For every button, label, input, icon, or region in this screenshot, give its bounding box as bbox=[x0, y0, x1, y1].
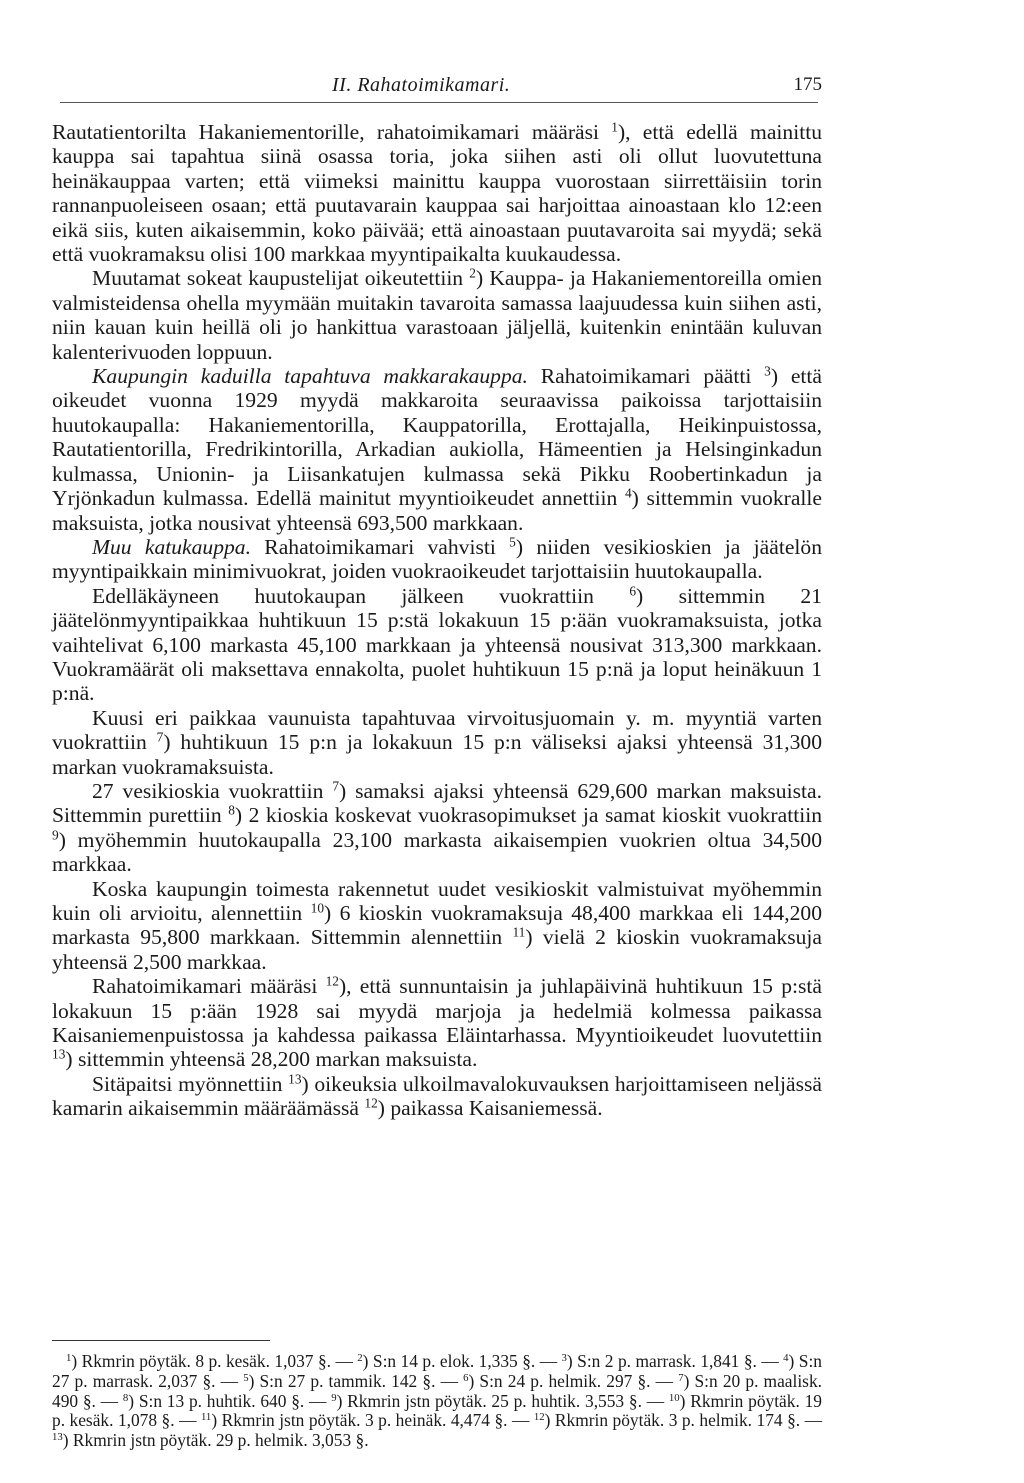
running-head bbox=[52, 74, 822, 104]
text-run: ) paikassa Kaisaniemessä. bbox=[377, 1096, 603, 1121]
text-run: ) S:n 2 p. marrask. 1,841 §. — bbox=[566, 1351, 784, 1371]
footnote-ref: 1 bbox=[66, 1352, 72, 1365]
paragraph bbox=[52, 1072, 822, 1121]
text-run: ) Rkmrin jstn pöytäk. 3 p. heinäk. 4,474 §. — bbox=[211, 1410, 534, 1431]
footnote-ref: 13 bbox=[52, 1431, 63, 1444]
footnote-ref: 8 bbox=[122, 1391, 129, 1404]
footnote-ref: 10 bbox=[310, 900, 324, 916]
footnote-ref: 11 bbox=[512, 925, 526, 941]
text-run: ) S:n 20 p. maalisk. 490 §. — bbox=[52, 1370, 822, 1411]
text-run: ) S:n 27 p. tammik. 142 §. — bbox=[248, 1370, 464, 1391]
footnote-ref: 12 bbox=[533, 1411, 545, 1424]
text-run: 27 vesikioskia vuokrattiin bbox=[92, 778, 333, 803]
text-run: ), että sunnuntaisin ja juhlapäivinä huhtikuun 15 p:stä lokakuun 15 p:ään 1928 sai myydä marjoja ja hedelmiä kolmessa paikassa Kaisaniemenpuistossa ja kahdessa paikassa Eläintarhassa. Myyntioikeudet luovutettiin bbox=[52, 974, 822, 1048]
footnote-ref: 12 bbox=[325, 973, 339, 989]
footnote-ref: 7 bbox=[332, 778, 340, 794]
text-run: ) 6 kioskin vuokramaksuja 48,400 markkaa eli 144,200 markasta 95,800 markkaan. Sittemmin alennettiin bbox=[52, 901, 822, 950]
footnote-ref: 9 bbox=[52, 827, 59, 843]
paragraph bbox=[52, 877, 822, 975]
running-title: II. Rahatoimikamari. bbox=[332, 74, 511, 96]
footnote-ref: 3 bbox=[561, 1352, 567, 1365]
footnote-ref: 10 bbox=[668, 1391, 680, 1404]
text-run: ) S:n 27 p. marrask. 2,037 §. — bbox=[52, 1351, 822, 1391]
text-run: ) S:n 14 p. elok. 1,335 §. — bbox=[362, 1351, 562, 1371]
text-run: ) S:n 13 p. huhtik. 640 §. — bbox=[128, 1390, 332, 1411]
text-run: ) Rkmrin pöytäk. 8 p. kesäk. 1,037 §. — bbox=[71, 1351, 358, 1371]
text-run: ) Rkmrin pöytäk. 3 p. helmik. 174 §. — bbox=[544, 1410, 822, 1431]
footnote-ref: 6 bbox=[463, 1371, 469, 1384]
footnote-ref: 13 bbox=[52, 1047, 66, 1063]
paragraph bbox=[52, 120, 822, 266]
text-run: ) että oikeudet vuonna 1929 myydä makkaroita seuraavissa paikoissa tarjottaisiin huutokaupalla: Hakaniementorilla, Kauppatorilla, Erottajalla, Heikinpuistossa, Rautatientorilla, Fredrikintorilla, Arkadian aukiolla, Hämeentien ja Helsinginkadun kulmassa, Unionin- ja Liisankatujen kulmassa sekä Pikku Roobertinkadun ja Yrjönkadun kulmassa. Edellä mainitut myyntioikeudet annettiin bbox=[52, 364, 822, 511]
paragraph bbox=[52, 364, 822, 535]
text-run: Rahatoimikamari määräsi bbox=[92, 974, 326, 999]
text-run: ) huhtikuun 15 p:n ja lokakuun 15 p:n väliseksi ajaksi yhteensä 31,300 markan vuokramaksuista. bbox=[52, 730, 822, 779]
footnote-ref: 7 bbox=[678, 1371, 684, 1384]
footnotes bbox=[52, 1352, 822, 1451]
text-run: Muutamat sokeat kaupustelijat oikeutettiin bbox=[92, 266, 470, 291]
paragraph bbox=[52, 974, 822, 1072]
paragraph bbox=[52, 584, 822, 706]
text-run: ) Rkmrin jstn pöytäk. 29 p. helmik. 3,053 §. bbox=[62, 1430, 369, 1451]
text-run: ) Rkmrin jstn pöytäk. 25 p. huhtik. 3,553 §. — bbox=[336, 1390, 669, 1411]
footnote-ref: 11 bbox=[200, 1411, 212, 1424]
text-run: Sitäpaitsi myönnettiin bbox=[92, 1071, 289, 1096]
text-run: ) oikeuksia ulkoilmavalokuvauksen harjoittamiseen neljässä kamarin aikaisemmin määräämässä bbox=[52, 1071, 822, 1121]
footnote-ref: 2 bbox=[469, 266, 476, 282]
paragraph bbox=[52, 266, 822, 364]
text-run: ) sittemmin vuokralle maksuista, jotka nousivat yhteensä 693,500 markkaan. bbox=[52, 486, 822, 535]
section-heading: Kaupungin kaduilla tapahtuva makkarakauppa. bbox=[92, 364, 528, 389]
text-run: ) vielä 2 kioskin vuokramaksuja yhteensä 2,500 markkaa. bbox=[52, 925, 823, 974]
text-run: ) Kauppa- ja Hakaniementoreilla omien valmisteidensa ohella myymään muitakin tavaroita samassa laajuudessa kuin siihen asti, niin kauan kuin heillä oli jo hankittua varastoaan jäljellä, kuitenkin enintään kuluvan kalenterivuoden loppuun. bbox=[52, 266, 822, 364]
text-run: ) myöhemmin huutokaupalla 23,100 markasta aikaisempien vuokrien oltua 34,500 markkaa. bbox=[52, 827, 822, 877]
page-number: 175 bbox=[793, 74, 822, 95]
text-run: Koska kaupungin toimesta rakennetut uudet vesikioskit valmistuivat myöhemmin kuin oli arvioitu, alennettiin bbox=[52, 876, 822, 925]
text-run: Kuusi eri paikkaa vaunuista tapahtuvaa virvoitusjuomain y. m. myyntiä varten vuokrattiin bbox=[52, 705, 822, 755]
footnote-ref: 4 bbox=[783, 1352, 789, 1365]
text-run: ) sittemmin yhteensä 28,200 markan maksuista. bbox=[65, 1047, 478, 1072]
footnote-rule bbox=[52, 1340, 270, 1341]
paragraph bbox=[52, 779, 822, 877]
footnote-ref: 13 bbox=[288, 1071, 302, 1087]
text-run: ) sittemmin 21 jäätelönmyyntipaikkaa huhtikuun 15 p:stä lokakuun 15 p:ään vuokramaksuista, jotka vaihtelivat 6,100 markasta 45,100 markkaan ja yhteensä nousivat 313,300 markkaan. Vuokramäärät oli maksettava ennakolta, puolet huhtikuun 15 p:nä ja loput heinäkuun 1 p:nä. bbox=[52, 583, 822, 706]
text-run: ) samaksi ajaksi yhteensä 629,600 markan maksuista. Sittemmin purettiin bbox=[52, 778, 822, 828]
text-run: ) Rkmrin pöytäk. 19 p. kesäk. 1,078 §. — bbox=[52, 1390, 822, 1431]
text-run: ) S:n 24 p. helmik. 297 §. — bbox=[468, 1370, 679, 1391]
footnote-ref: 3 bbox=[764, 363, 771, 379]
text-run: Rahatoimikamari päätti bbox=[527, 364, 765, 389]
footnote-paragraph bbox=[52, 1352, 822, 1451]
footnote-ref: 9 bbox=[331, 1391, 337, 1404]
header-rule bbox=[60, 102, 818, 103]
footnote-ref: 1 bbox=[611, 119, 618, 135]
text-run: Edelläkäyneen huutokaupan jälkeen vuokrattiin bbox=[92, 583, 630, 608]
body-text bbox=[52, 120, 822, 1121]
text-run: ) niiden vesikioskien ja jäätelön myyntipaikkain minimivuokrat, joiden vuokraoikeudet tarjottaisiin huutokaupalla. bbox=[52, 534, 823, 584]
text-run: ) 2 kioskia koskevat vuokrasopimukset ja samat kioskit vuokrattiin bbox=[234, 803, 822, 828]
footnote-ref: 2 bbox=[357, 1352, 363, 1365]
footnote-ref: 12 bbox=[364, 1095, 378, 1111]
section-heading: Muu katukauppa. bbox=[92, 534, 252, 559]
paragraph bbox=[52, 535, 822, 584]
footnote-ref: 7 bbox=[156, 729, 164, 745]
text-run: Rautatientorilta Hakaniementorille, rahatoimikamari määräsi bbox=[52, 120, 612, 144]
paragraph bbox=[52, 706, 822, 779]
footnote-ref: 6 bbox=[629, 583, 637, 599]
footnote-ref: 5 bbox=[243, 1371, 249, 1384]
footnote-ref: 5 bbox=[509, 534, 516, 550]
footnote-ref: 4 bbox=[624, 485, 632, 501]
footnote-ref: 8 bbox=[228, 803, 235, 819]
text-run: Rahatoimikamari vahvisti bbox=[251, 534, 510, 559]
text-run: ), että edellä mainittu kauppa sai tapahtua siinä osassa toria, joka siihen asti oli ollut luovutettuna heinäkauppaa varten; että viimeksi mainittu kauppa vuorostaan siirrettäisiin torin rannanpuoleiseen osaan; että puutavarain kauppaa sai harjoittaa ainoastaan klo 12:een eikä siis, kuten aikaisemmin, koko päivää; että ainoastaan puutavaroita sai myydä; sekä että vuokramaksu olisi 100 markkaa myyntipaikalta kuukaudessa. bbox=[52, 120, 822, 267]
